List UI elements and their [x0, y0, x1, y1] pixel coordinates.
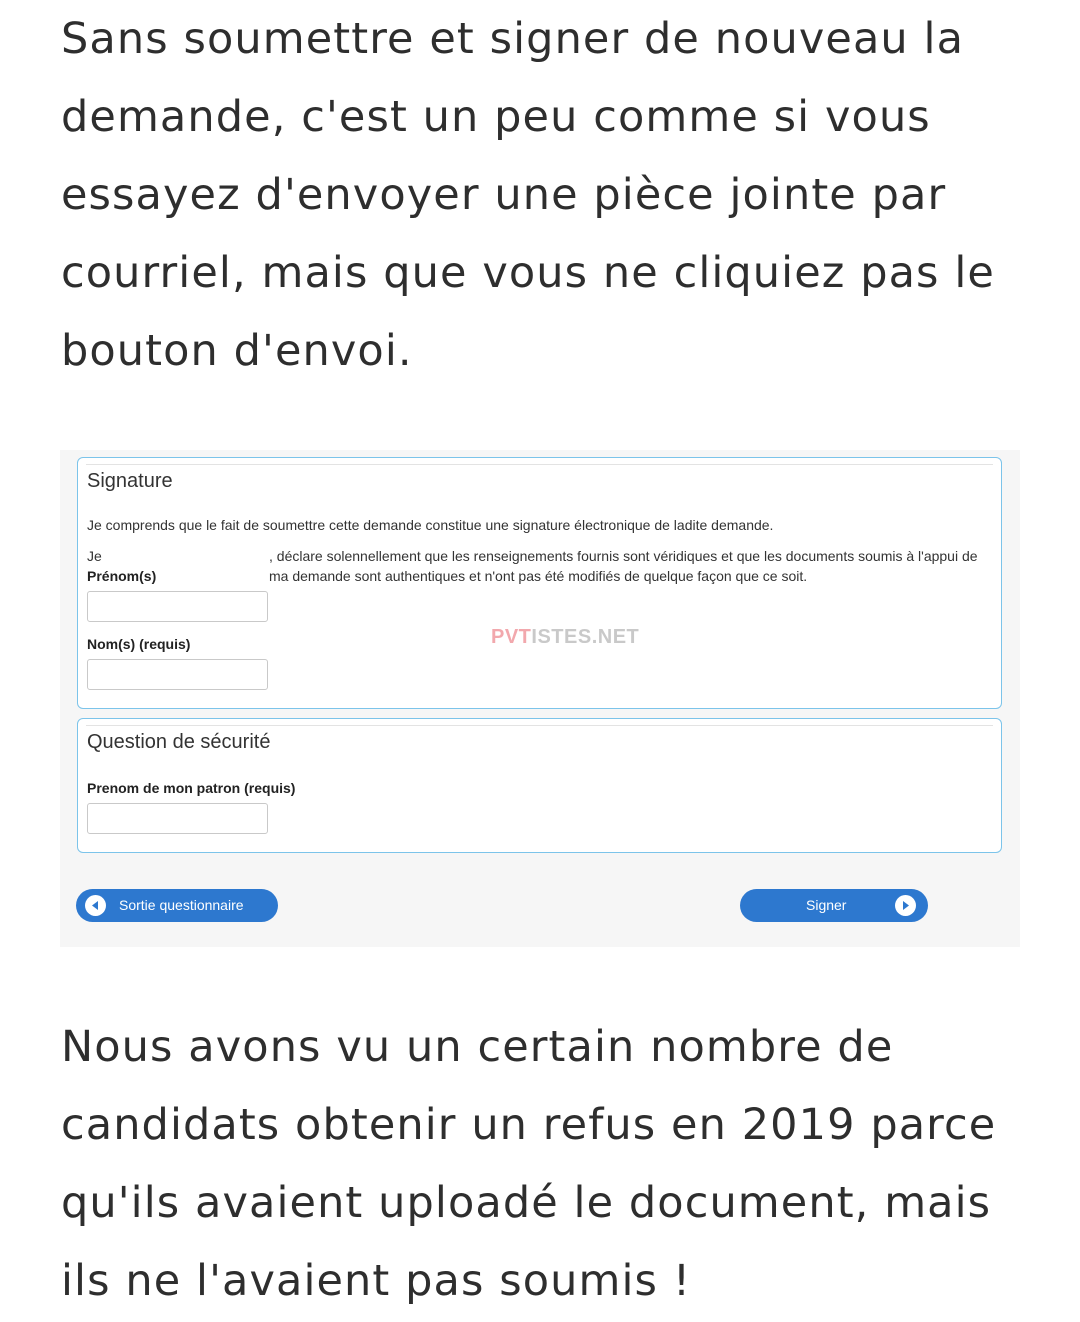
arrow-left-icon [85, 895, 106, 916]
je-label: Je [87, 548, 102, 564]
security-answer-input[interactable] [87, 803, 268, 834]
signature-intro: Je comprends que le fait de soumettre cette demande constitue une signature électronique de ladite demande. [87, 517, 774, 533]
last-name-input[interactable] [87, 659, 268, 690]
article-paragraph-top: Sans soumettre et signer de nouveau la demande, c'est un peu comme si vous essayez d'envoyer une pièce jointe par courriel, mais que vous ne cliquiez pas le bouton d'envoi. [61, 14, 995, 376]
last-name-label: Nom(s) (requis) [87, 636, 191, 652]
exit-questionnaire-button[interactable] [76, 889, 278, 922]
legend-divider [86, 464, 993, 465]
signature-legend: Signature [87, 470, 173, 492]
watermark-part2: ISTES.NET [531, 626, 640, 648]
first-name-label: Prénom(s) [87, 568, 157, 584]
security-legend: Question de sécurité [87, 731, 271, 753]
legend-divider [86, 725, 993, 726]
declaration-text: , déclare solennellement que les renseignements fournis sont véridiques et que les documents soumis à l'appui de ma demande sont authentiques et n'ont pas été modifiés de quelque façon que ce soit. [269, 548, 978, 584]
first-name-input[interactable] [87, 591, 268, 622]
watermark-logo [491, 626, 639, 649]
signature-fieldset [77, 457, 1002, 709]
article-paragraph-bottom: Nous avons vu un certain nombre de candidats obtenir un refus en 2019 parce qu'ils avaient uploadé le document, mais ils ne l'avaient pas soumis ! [61, 1022, 997, 1306]
exit-button-label: Sortie questionnaire [119, 897, 244, 913]
watermark-part1: PVT [491, 626, 532, 648]
security-fieldset [77, 718, 1002, 853]
security-question-label: Prenom de mon patron (requis) [87, 780, 296, 796]
sign-button-label: Signer [806, 897, 847, 913]
arrow-right-icon [895, 895, 916, 916]
form-screenshot [60, 450, 1020, 947]
sign-button[interactable] [740, 889, 928, 922]
